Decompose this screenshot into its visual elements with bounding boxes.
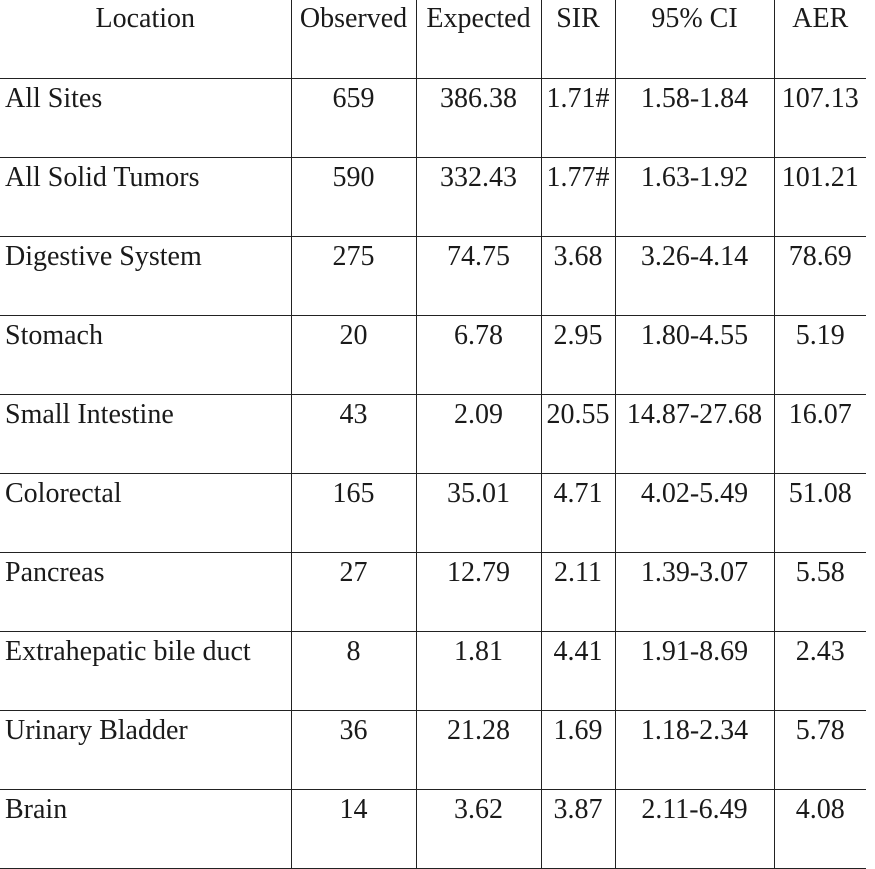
table-header bbox=[0, 0, 866, 78]
cell-sir: 2.11 bbox=[541, 552, 615, 631]
header-observed: Observed bbox=[291, 0, 416, 78]
cell-ci: 1.39-3.07 bbox=[615, 552, 774, 631]
cell-expected: 1.81 bbox=[416, 631, 541, 710]
cell-location: All Solid Tumors bbox=[0, 157, 291, 236]
table-row bbox=[0, 394, 866, 473]
cell-expected: 21.28 bbox=[416, 710, 541, 789]
cell-expected: 74.75 bbox=[416, 236, 541, 315]
cell-sir: 3.68 bbox=[541, 236, 615, 315]
cell-sir: 4.71 bbox=[541, 473, 615, 552]
cell-ci: 3.26-4.14 bbox=[615, 236, 774, 315]
header-aer: AER bbox=[774, 0, 866, 78]
cell-observed: 14 bbox=[291, 789, 416, 868]
cell-expected: 6.78 bbox=[416, 315, 541, 394]
cell-expected: 35.01 bbox=[416, 473, 541, 552]
table-body bbox=[0, 78, 866, 868]
cell-aer: 16.07 bbox=[774, 394, 866, 473]
cell-sir: 1.69 bbox=[541, 710, 615, 789]
cell-ci: 1.18-2.34 bbox=[615, 710, 774, 789]
header-expected: Expected bbox=[416, 0, 541, 78]
cell-location: All Sites bbox=[0, 78, 291, 157]
table-row bbox=[0, 157, 866, 236]
table-row bbox=[0, 315, 866, 394]
cell-aer: 4.08 bbox=[774, 789, 866, 868]
cell-ci: 4.02-5.49 bbox=[615, 473, 774, 552]
cell-ci: 1.63-1.92 bbox=[615, 157, 774, 236]
cell-aer: 101.21 bbox=[774, 157, 866, 236]
table-row bbox=[0, 552, 866, 631]
cell-observed: 165 bbox=[291, 473, 416, 552]
cell-location: Small Intestine bbox=[0, 394, 291, 473]
table-row bbox=[0, 78, 866, 157]
cell-expected: 332.43 bbox=[416, 157, 541, 236]
cell-observed: 8 bbox=[291, 631, 416, 710]
cell-observed: 590 bbox=[291, 157, 416, 236]
cell-observed: 27 bbox=[291, 552, 416, 631]
cell-sir: 1.77# bbox=[541, 157, 615, 236]
table-row bbox=[0, 710, 866, 789]
cell-observed: 275 bbox=[291, 236, 416, 315]
cell-ci: 14.87-27.68 bbox=[615, 394, 774, 473]
cell-location: Brain bbox=[0, 789, 291, 868]
cell-location: Pancreas bbox=[0, 552, 291, 631]
cell-expected: 2.09 bbox=[416, 394, 541, 473]
header-location: Location bbox=[0, 0, 291, 78]
table-row bbox=[0, 473, 866, 552]
cell-ci: 2.11-6.49 bbox=[615, 789, 774, 868]
cell-expected: 386.38 bbox=[416, 78, 541, 157]
table-row bbox=[0, 631, 866, 710]
cell-location: Stomach bbox=[0, 315, 291, 394]
table-row bbox=[0, 789, 866, 868]
cell-ci: 1.80-4.55 bbox=[615, 315, 774, 394]
cell-aer: 51.08 bbox=[774, 473, 866, 552]
cell-observed: 659 bbox=[291, 78, 416, 157]
cell-expected: 3.62 bbox=[416, 789, 541, 868]
cell-location: Urinary Bladder bbox=[0, 710, 291, 789]
cell-observed: 20 bbox=[291, 315, 416, 394]
cell-location: Extrahepatic bile duct bbox=[0, 631, 291, 710]
table-row bbox=[0, 236, 866, 315]
cell-ci: 1.91-8.69 bbox=[615, 631, 774, 710]
cell-aer: 5.58 bbox=[774, 552, 866, 631]
cell-sir: 3.87 bbox=[541, 789, 615, 868]
header-row bbox=[0, 0, 866, 78]
cell-location: Colorectal bbox=[0, 473, 291, 552]
cell-location: Digestive System bbox=[0, 236, 291, 315]
cell-sir: 20.55 bbox=[541, 394, 615, 473]
cell-aer: 2.43 bbox=[774, 631, 866, 710]
cell-aer: 78.69 bbox=[774, 236, 866, 315]
cell-sir: 2.95 bbox=[541, 315, 615, 394]
header-ci: 95% CI bbox=[615, 0, 774, 78]
cell-aer: 5.78 bbox=[774, 710, 866, 789]
header-sir: SIR bbox=[541, 0, 615, 78]
cell-sir: 4.41 bbox=[541, 631, 615, 710]
cell-sir: 1.71# bbox=[541, 78, 615, 157]
cell-aer: 107.13 bbox=[774, 78, 866, 157]
cell-expected: 12.79 bbox=[416, 552, 541, 631]
cell-observed: 36 bbox=[291, 710, 416, 789]
cell-aer: 5.19 bbox=[774, 315, 866, 394]
cell-observed: 43 bbox=[291, 394, 416, 473]
cell-ci: 1.58-1.84 bbox=[615, 78, 774, 157]
